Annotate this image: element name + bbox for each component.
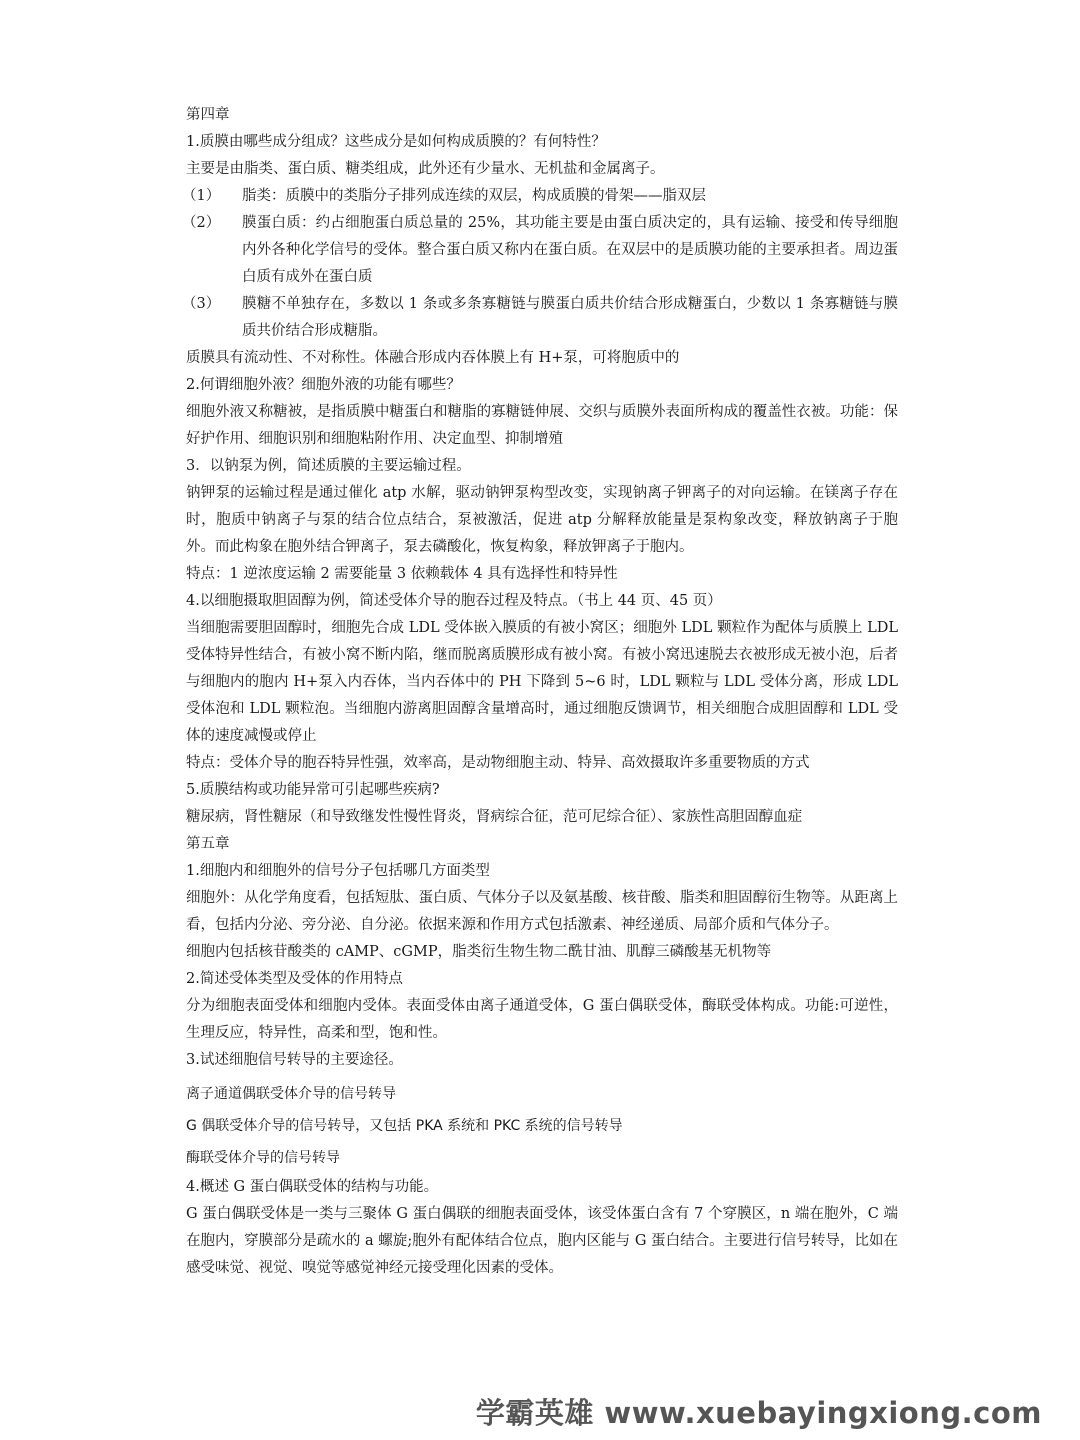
answer-5-3-item-2: G 偶联受体介导的信号转导，又包括 PKA 系统和 PKC 系统的信号转导 — [186, 1118, 623, 1134]
answer-4-3-feature: 特点：1 逆浓度运输 2 需要能量 3 依赖载体 4 具有选择性和特异性 — [186, 566, 618, 582]
answer-4-4-feature: 特点：受体介导的胞吞特异性强，效率高，是动物细胞主动、特异、高效摄取许多重要物质的方式 — [186, 755, 810, 771]
chapter-5-title: 第五章 — [186, 836, 230, 852]
document-page — [182, 102, 898, 1282]
list-item-text: 膜蛋白质：约占细胞蛋白质总量的 25%，其功能主要是由蛋白质决定的，具有运输、接受和传导细胞内外各种化学信号的受体。整合蛋白质又称内在蛋白质。在双层中的是质膜功能的主要承担者。周边蛋白质有成外在蛋白质 — [242, 215, 898, 285]
question-5-2: 2.简述受体类型及受体的作用特点 — [186, 971, 403, 987]
answer-4-1: 主要是由脂类、蛋白质、糖类组成，此外还有少量水、无机盐和金属离子。 — [186, 161, 665, 177]
list-item-text: 膜糖不单独存在，多数以 1 条或多条寡糖链与膜蛋白质共价结合形成糖蛋白，少数以 1 条寡糖链与膜质共价结合形成糖脂。 — [242, 296, 898, 339]
answer-5-4: G 蛋白偶联受体是一类与三聚体 G 蛋白偶联的细胞表面受体，该受体蛋白含有 7 个穿膜区，n 端在胞外，C 端在胞内，穿膜部分是疏水的 a 螺旋;胞外有配体结合位点，胞内区能与 G 蛋白结合。主要进行信号转导，比如在感受味觉、视觉、嗅觉等感觉神经元接受理化因素的受体。 — [186, 1206, 898, 1276]
answer-5-2: 分为细胞表面受体和细胞内受体。表面受体由离子通道受体，G 蛋白偶联受体，酶联受体构成。功能:可逆性，生理反应，特异性，高柔和型，饱和性。 — [186, 998, 898, 1041]
list-item-number: （1） — [182, 188, 221, 204]
question-5-4: 4.概述 G 蛋白偶联受体的结构与功能。 — [186, 1179, 439, 1195]
list-item-text: 脂类：质膜中的类脂分子排列成连续的双层，构成质膜的骨架——脂双层 — [242, 188, 706, 204]
chapter-4-title: 第四章 — [186, 107, 230, 123]
question-4-4: 4.以细胞摄取胆固醇为例，简述受体介导的胞吞过程及特点。（书上 44 页、45 页） — [186, 593, 722, 609]
list-item — [182, 291, 898, 345]
answer-5-1: 细胞外：从化学角度看，包括短肽、蛋白质、气体分子以及氨基酸、核苷酸、脂类和胆固醇衍生物等。从距离上看，包括内分泌、旁分泌、自分泌。依据来源和作用方式包括激素、神经递质、局部介质和气体分子。 — [186, 890, 898, 933]
list-item — [182, 183, 898, 210]
watermark: 学霸英雄 www.xuebayingxiong.com — [475, 1396, 1042, 1430]
answer-4-5: 糖尿病，肾性糖尿（和导致继发性慢性肾炎，肾病综合征，范可尼综合征）、家族性高胆固醇血症 — [186, 809, 803, 825]
list-item — [182, 210, 898, 291]
answer-4-3: 钠钾泵的运输过程是通过催化 atp 水解，驱动钠钾泵构型改变，实现钠离子钾离子的对向运输。在镁离子存在时，胞质中钠离子与泵的结合位点结合，泵被激活，促进 atp 分解释放能量是泵构象改变，释放钠离子于胞外。而此构象在胞外结合钾离子，泵去磷酸化，恢复构象，释放钾离子于胞内。 — [186, 485, 898, 555]
answer-5-3-item-3: 酶联受体介导的信号转导 — [186, 1150, 340, 1166]
question-4-5: 5.质膜结构或功能异常可引起哪些疾病? — [186, 782, 440, 798]
answer-4-1-tail: 质膜具有流动性、不对称性。体融合形成内吞体膜上有 H+泵，可将胞质中的 — [186, 350, 680, 366]
answer-4-4: 当细胞需要胆固醇时，细胞先合成 LDL 受体嵌入膜质的有被小窝区；细胞外 LDL 颗粒作为配体与质膜上 LDL 受体特异性结合，有被小窝不断内陷，继而脱离质膜形成有被小窝。有被小窝迅速脱去衣被形成无被小泡，后者与细胞内的胞内 H+泵入内吞体，当内吞体中的 PH 下降到 5~6 时，LDL 颗粒与 LDL 受体分离，形成 LDL 受体泡和 LDL 颗粒泡。当细胞内游离胆固醇含量增高时，通过细胞反馈调节，相关细胞合成胆固醇和 LDL 受体的速度减慢或停止 — [186, 620, 898, 744]
list-item-number: （3） — [182, 296, 221, 312]
answer-5-3-item-1: 离子通道偶联受体介导的信号转导 — [186, 1086, 396, 1102]
question-5-3: 3.试述细胞信号转导的主要途径。 — [186, 1052, 403, 1068]
question-5-1: 1.细胞内和细胞外的信号分子包括哪几方面类型 — [186, 863, 490, 879]
question-4-3: 3．以钠泵为例，简述质膜的主要运输过程。 — [186, 458, 471, 474]
answer-5-1b: 细胞内包括核苷酸类的 cAMP、cGMP，脂类衍生物生物二酰甘油、肌醇三磷酸基无机物等 — [186, 944, 772, 960]
answer-4-2: 细胞外液又称糖被，是指质膜中糖蛋白和糖脂的寡糖链伸展、交织与质膜外表面所构成的覆盖性衣被。功能：保好护作用、细胞识别和细胞粘附作用、决定血型、抑制增殖 — [186, 404, 898, 447]
question-4-2: 2.何谓细胞外液？细胞外液的功能有哪些？ — [186, 377, 461, 393]
list-item-number: （2） — [182, 215, 221, 231]
question-4-1: 1.质膜由哪些成分组成？这些成分是如何构成质膜的？有何特性？ — [186, 134, 606, 150]
